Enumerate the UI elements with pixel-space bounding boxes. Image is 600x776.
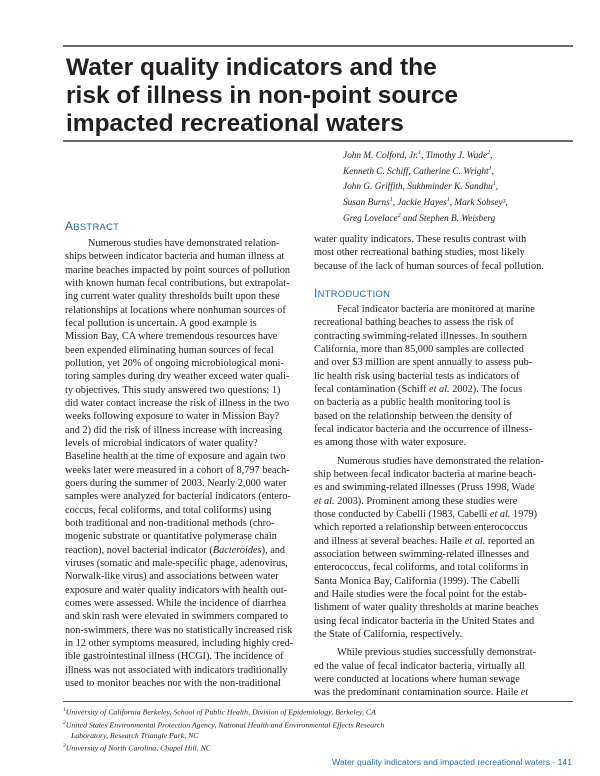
- text-line: the State of California, respectively.: [314, 628, 463, 640]
- text-line: Numerous studies have demonstrated the relation-: [337, 455, 544, 467]
- text-line: California, more than 85,000 samples are collected: [314, 343, 524, 355]
- text-line: and skin rash were elevated in swimmers compared to: [65, 611, 289, 623]
- text-line: and Haile studies were the focal point for the estab-: [314, 588, 527, 600]
- abstract-body: [65, 237, 301, 690]
- author-line: Kenneth C. Schiff, Catherine C. Wright$^1$,: [343, 165, 494, 177]
- text-line: and illness at several beaches. Haile et al. reported an: [314, 535, 535, 547]
- text-line: weeks later were measured in a cohort of 8,797 beach-: [65, 464, 290, 476]
- text-line: relationships at locations where nonhuman sources of: [65, 304, 286, 316]
- author-line: John G. Griffith, Sukhminder K. Sandhu$^1$,: [343, 181, 499, 193]
- footnote: $^3$University of North Carolina, Chapel Hill, NC: [63, 742, 212, 753]
- text-line: fecal contamination (Schiff et al. 2002). The focus: [314, 383, 523, 395]
- text-line: samples were analyzed for bacterial indicators (entero-: [65, 491, 291, 503]
- text-line: based on the relationship between the density of: [314, 410, 513, 422]
- text-line: non-swimmers, there was no statistically increased risk: [65, 624, 293, 636]
- text-line: weeks following exposure to water in Mission Bay?: [65, 411, 280, 423]
- title-line: impacted recreational waters: [66, 110, 404, 137]
- text-line: levels of microbial indicators of water quality?: [65, 437, 258, 449]
- text-line: lishment of water quality thresholds at marine beaches: [314, 602, 539, 614]
- text-line: with known human fecal contributions, but extrapolat-: [65, 277, 290, 289]
- paper-title: [66, 54, 566, 138]
- footnote: $^2$United States Environmental Protection Agency, National Health and Environmental Effects Research: [63, 719, 385, 730]
- title-bottom-rule: [63, 140, 573, 142]
- author-line: John M. Colford, Jr.$^1$, Timothy J. Wade$^2$,: [343, 150, 493, 162]
- left-column: [65, 219, 301, 690]
- text-line: recreational bathing beaches to assess the risk of: [314, 317, 514, 329]
- text-line: lic health risk using bacterial tests as indicators of: [314, 370, 520, 382]
- text-line: mogenic substrate or quantitative polymerase chain: [65, 531, 277, 543]
- text-line: es and swimming-related illnesses (Pruss 1998, Wade: [314, 482, 535, 494]
- text-line: association between swimming-related illnesses and: [314, 548, 530, 560]
- page-footer: Water quality indicators and impacted recreational waters - 141: [332, 757, 572, 767]
- footnote: Laboratory, Research Triangle Park, NC: [71, 730, 199, 740]
- text-line: ship between fecal indicator bacteria at marine beach-: [314, 468, 537, 480]
- text-line: Fecal indicator bacteria are monitored at marine: [337, 303, 535, 315]
- introduction-heading: INTRODUCTION: [314, 285, 391, 300]
- text-line: fecal pollution is uncertain. A good example is: [65, 317, 257, 329]
- text-line: those conducted by Cabelli (1983, Cabelli et al. 1979): [314, 508, 538, 520]
- text-line: both traditional and non-traditional methods (chro-: [65, 517, 275, 529]
- text-line: fecal indicator bacteria and the occurrence of illness-: [314, 423, 533, 435]
- text-line: viruses (somatic and male-specific phage, adenovirus,: [65, 557, 288, 569]
- text-line: using fecal indicator bacteria in the United States and: [314, 615, 535, 627]
- text-line: been expended eliminating human sources of fecal: [65, 344, 274, 356]
- text-line: enterococcus, fecal coliforms, and total coliforms in: [314, 562, 529, 574]
- intro-paragraph-2: [314, 455, 570, 642]
- text-line: Santa Monica Bay, California (1999). The Cabelli: [314, 575, 520, 587]
- author-line: Susan Burns$^1$, Jackie Hayes$^1$, Mark Sobsey³,: [343, 197, 508, 209]
- footnotes: [63, 705, 573, 754]
- text-line: was the predominant contamination source. Haile et: [314, 687, 529, 699]
- text-line: Numerous studies have demonstrated relation-: [88, 238, 280, 249]
- right-column: [314, 233, 570, 700]
- author-line: Greg Lovelace$^2$ and Stephen B. Weisberg: [343, 212, 496, 224]
- text-line: illness was not associated with indicators traditionally: [65, 664, 288, 676]
- text-line: ty objectives. This study answered two questions: 1): [65, 384, 281, 396]
- intro-paragraph-1: [314, 303, 570, 450]
- text-line: marine beaches impacted by point sources of pollution: [65, 264, 291, 276]
- text-line: contracting swimming-related illnesses. In southern: [314, 330, 528, 342]
- text-line: exposure and water quality indicators with health out-: [65, 584, 288, 596]
- text-line: goers during the summer of 2003. Nearly 2,000 water: [65, 477, 287, 489]
- text-line: Mission Bay, CA where tremendous resources have: [65, 331, 278, 343]
- title-line: Water quality indicators and the: [66, 54, 437, 81]
- text-line: comes were assessed. While the incidence of diarrhea: [65, 597, 287, 609]
- footnote: $^1$University of California Berkeley, School of Public Health, Division of Epidemiology, Berkeley, CA: [63, 707, 376, 717]
- text-line: Norwalk-like virus) and associations between water: [65, 571, 279, 583]
- abstract-continuation: [314, 233, 570, 273]
- text-line: did water contact increase the risk of illness in the two: [65, 397, 290, 409]
- text-line: were conducted at locations where human sewage: [314, 673, 520, 685]
- text-line: on bacteria as a public health monitoring tool is: [314, 397, 511, 409]
- text-line: Baseline health at the time of exposure and again two: [65, 451, 286, 463]
- title-line: risk of illness in non-point source: [66, 82, 459, 109]
- text-line: ing current water quality thresholds built upon these: [65, 291, 280, 303]
- text-line: most other recreational bathing studies, most likely: [314, 247, 525, 259]
- text-line: ible gastrointestinal illness (HCGI). The incidence of: [65, 651, 284, 663]
- intro-paragraph-3: [314, 646, 570, 699]
- text-line: water quality indicators. These results contrast with: [314, 234, 527, 245]
- text-line: and 2) did the risk of illness increase with increasing: [65, 424, 283, 436]
- abstract-heading: ABSTRACT: [65, 219, 120, 233]
- text-line: in 12 other symptoms measured, including highly cred-: [65, 637, 294, 649]
- text-line: es among those with water exposure.: [314, 437, 467, 449]
- text-line: coccus, fecal coliforms, and total coliforms) using: [65, 504, 272, 516]
- text-line: pollution, yet 20% of ongoing microbiological moni-: [65, 357, 284, 369]
- text-line: used to monitor beaches nor with the non-traditional: [65, 677, 281, 689]
- text-line: ships between indicator bacteria and human illness at: [65, 251, 285, 263]
- text-line: While previous studies successfully demonstrat-: [337, 647, 537, 659]
- author-list: [343, 147, 583, 225]
- text-line: because of the lack of human sources of fecal pollution.: [314, 260, 544, 272]
- text-line: et al. 2003). Prominent among these studies were: [314, 495, 518, 507]
- text-line: and over $3 million are spent annually to assess pub-: [314, 357, 533, 369]
- text-line: toring samples during dry weather exceed water quali-: [65, 371, 290, 383]
- footnote-rule: [63, 701, 573, 702]
- text-line: reaction), novel bacterial indicator (Bacteroides), and: [65, 544, 286, 556]
- text-line: which reported a relationship between enterococcus: [314, 522, 528, 534]
- title-top-rule: [63, 45, 573, 47]
- text-line: ed the value of fecal indicator bacteria, virtually all: [314, 660, 525, 672]
